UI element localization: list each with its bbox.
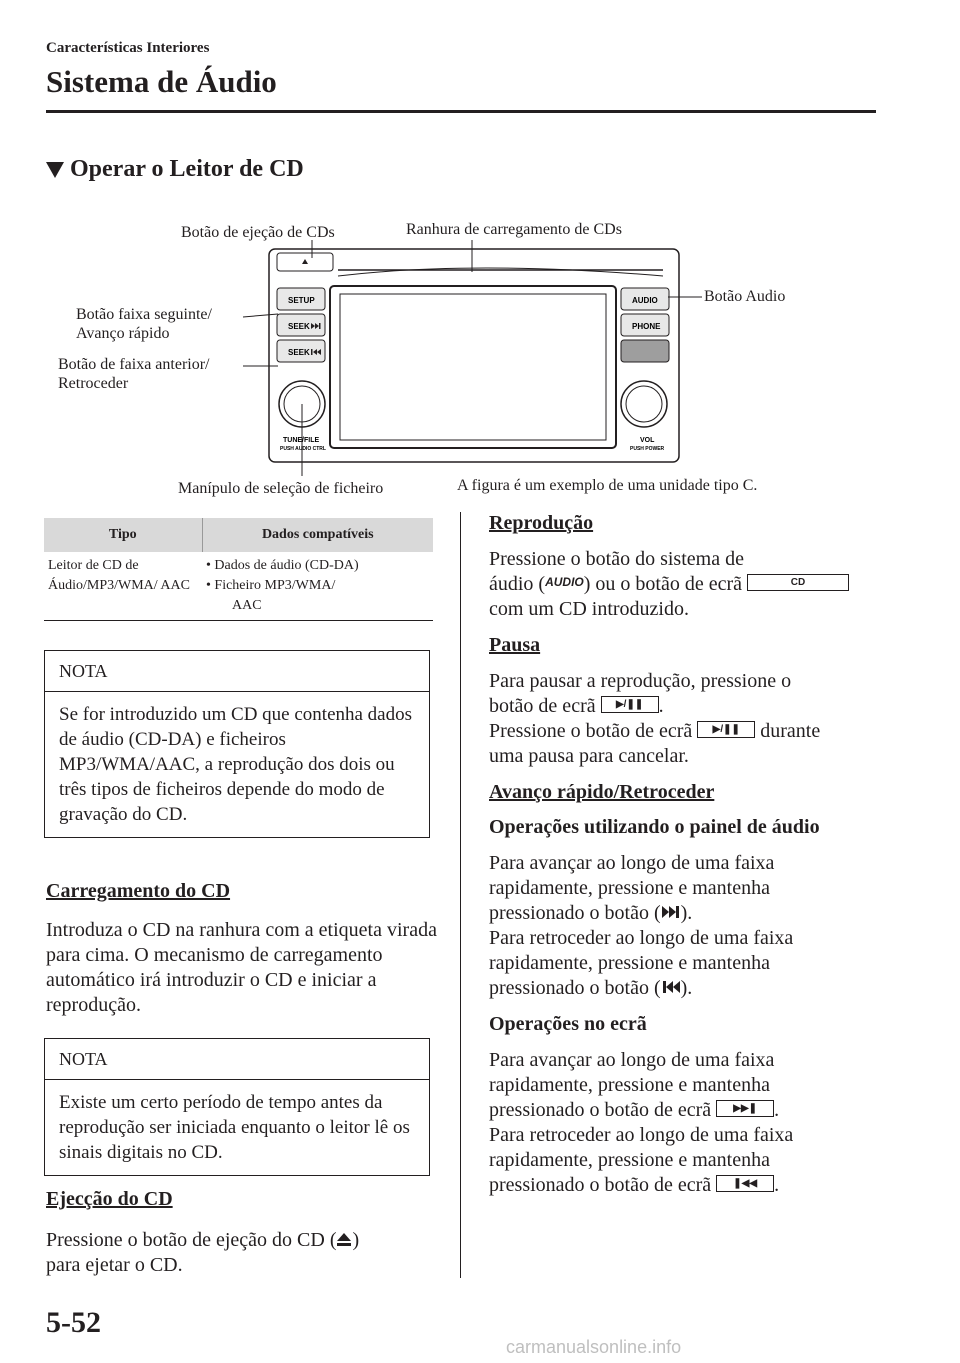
play-pause-key-icon: ▶/❚❚ — [601, 696, 659, 713]
watermark: carmanualsonline.info — [506, 1337, 682, 1357]
loading-body: Introduza o CD na ranhura com a etiqueta virada para cima. O mecanismo de carregamento automático irá introduzir o CD e iniciar a reprodução. — [46, 919, 437, 1016]
nota-title: NOTA — [45, 651, 429, 692]
callout-file: Manípulo de seleção de ficheiro — [178, 480, 384, 497]
unit-label-seek-next: SEEK — [288, 322, 310, 331]
unit-label-tune: TUNE/FILE — [283, 437, 320, 444]
playback-title: Reprodução — [489, 512, 594, 534]
column-divider — [460, 512, 461, 1278]
right-column — [489, 512, 889, 1198]
callout-slot: Ranhura de carregamento de CDs — [406, 221, 622, 238]
nota-box-1 — [44, 650, 430, 838]
nota-box-2 — [44, 1038, 430, 1176]
eject-title: Ejecção do CD — [46, 1188, 173, 1210]
callout-eject: Botão de ejeção de CDs — [181, 224, 335, 241]
unit-label-seek-prev: SEEK — [288, 348, 310, 357]
nota-title: NOTA — [45, 1039, 429, 1080]
unit-label-vol-sub: PUSH POWER — [630, 446, 665, 452]
nota-body: Existe um certo período de tempo antes da reprodução ser iniciada enquanto o leitor lê os sinais digitais no CD. — [59, 1092, 410, 1163]
nota-body: Se for introduzido um CD que contenha dados de áudio (CD-DA) e ficheiros MP3/WMA/AAC, a reprodução dos dois ou três tipos de ficheiros depende do modo de gravação do CD. — [59, 704, 413, 825]
figure-note: A figura é um exemplo de uma unidade tipo C. — [457, 477, 758, 494]
skip-next-key-icon: ▶▶❚ — [716, 1100, 774, 1117]
page-title: Operar o Leitor de CD — [46, 156, 304, 183]
ff-screen-body: Para avançar ao longo de uma faixa rapidamente, pressione e mantenha pressionado o botão de ecrã ▶▶❚ . Para retroceder ao longo de uma faixa rapidamente, pressione e mantenha pressionado o botão de ecrã ❚◀◀ . — [489, 1049, 794, 1196]
playback-body: Pressione o botão do sistema de áudio (AUDIO) ou o botão de ecrã CD com um CD introduzido. — [489, 547, 889, 622]
ff-subtitle-panel: Operações utilizando o painel de áudio — [489, 816, 820, 838]
unit-label-phone: PHONE — [632, 322, 661, 331]
table-cell-data — [202, 552, 433, 621]
table-cell-type: Leitor de CD de Áudio/MP3/WMA/ AAC — [44, 552, 202, 621]
skip-previous-icon — [661, 980, 681, 994]
ff-subtitle-screen: Operações no ecrã — [489, 1013, 647, 1035]
skip-next-icon — [661, 905, 681, 919]
callout-leader-lines — [0, 0, 960, 520]
unit-label-audio: AUDIO — [632, 296, 658, 305]
ff-title: Avanço rápido/Retroceder — [489, 781, 715, 803]
callout-prev: Botão de faixa anterior/ Retroceder — [58, 356, 210, 392]
list-item: • Ficheiro MP3/WMA/ — [206, 578, 336, 593]
unit-label-tune-sub: PUSH AUDIO CTRL — [280, 446, 326, 452]
pause-body: Para pausar a reprodução, pressione o botão de ecrã ▶/❚❚ . Pressione o botão de ecrã ▶/❚❚ durante uma pausa para cancelar. — [489, 670, 821, 767]
header-section: Características Interiores — [46, 40, 210, 56]
table-header-row — [44, 518, 433, 552]
skip-previous-key-icon: ❚◀◀ — [716, 1175, 774, 1192]
unit-label-setup: SETUP — [288, 296, 315, 305]
table-row — [44, 552, 433, 621]
cd-key-icon: CD — [747, 574, 849, 591]
list-item: • Dados de áudio (CD-DA) — [206, 558, 359, 573]
table-header: Tipo — [44, 518, 202, 552]
header-title: Sistema de Áudio — [46, 64, 277, 99]
audio-key-icon: AUDIO — [545, 574, 584, 589]
eject-icon — [336, 1231, 352, 1247]
page-number: 5-52 — [46, 1306, 101, 1339]
eject-body: Pressione o botão de ejeção do CD ( ) para ejetar o CD. — [46, 1229, 360, 1276]
play-pause-key-icon: ▶/❚❚ — [697, 721, 755, 738]
loading-title: Carregamento do CD — [46, 880, 231, 902]
unit-label-vol: VOL — [640, 437, 655, 444]
pause-title: Pausa — [489, 634, 541, 656]
list-item-cont: AAC — [232, 598, 262, 613]
callout-audio: Botão Audio — [704, 288, 786, 305]
table-header: Dados compatíveis — [202, 518, 433, 552]
compat-table — [44, 518, 433, 621]
ff-panel-body: Para avançar ao longo de uma faixa rapidamente, pressione e mantenha pressionado o botão ( ). Para retroceder ao longo de uma faixa rapidamente, pressione e mantenha pressionado o botão ( ). — [489, 852, 794, 999]
callout-next: Botão faixa seguinte/ Avanço rápido — [76, 306, 212, 342]
